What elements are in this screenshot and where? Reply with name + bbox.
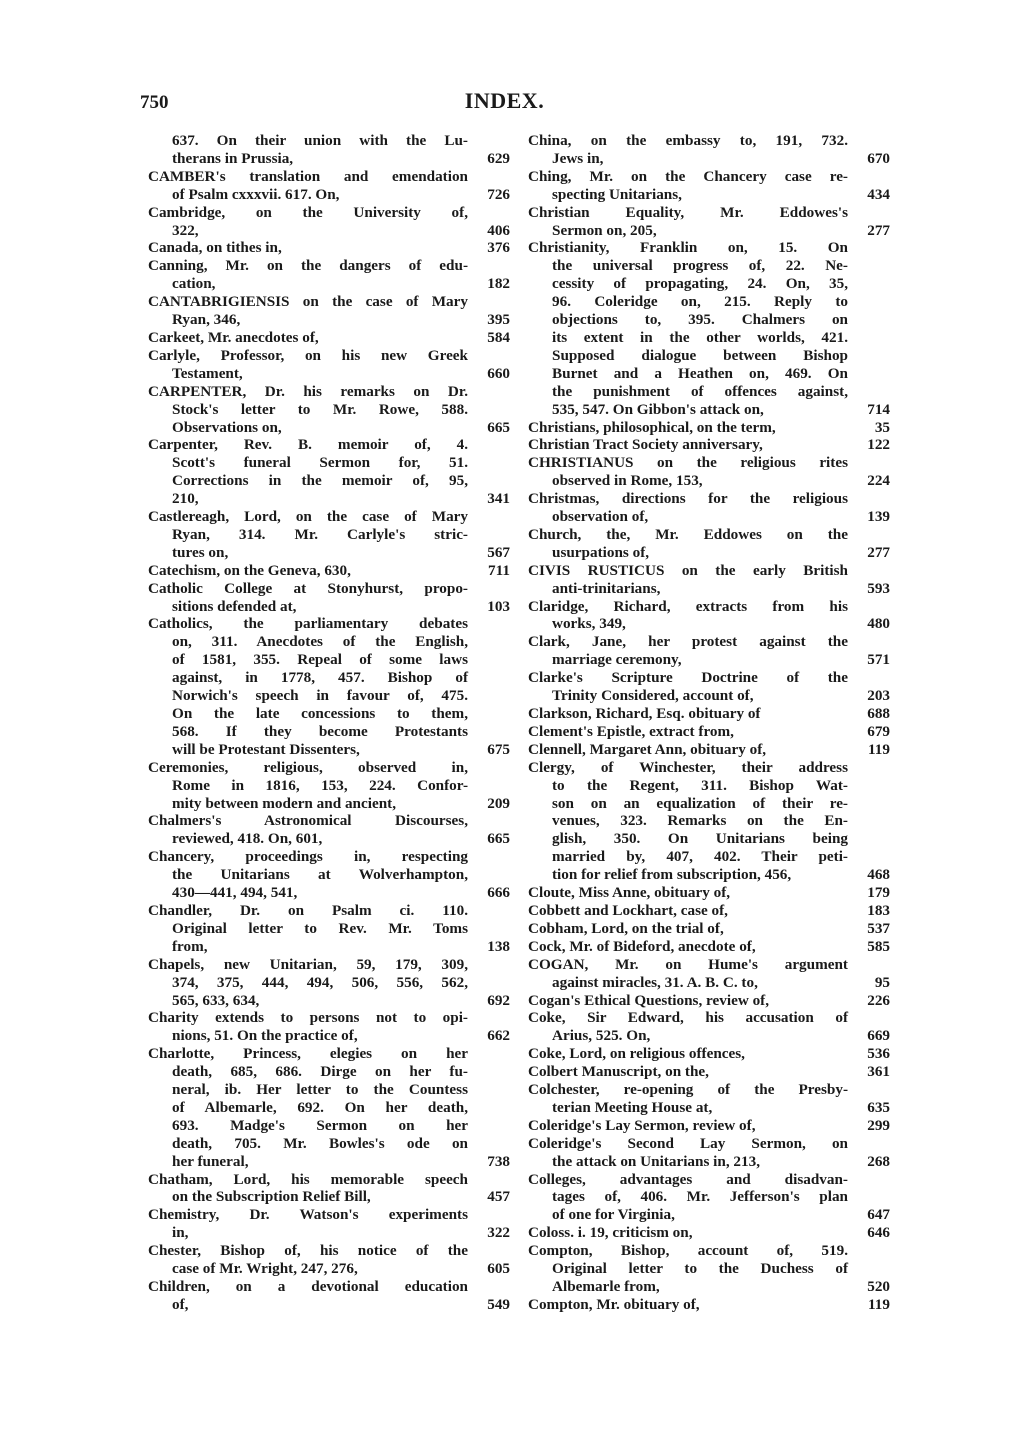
index-entry <box>148 347 510 383</box>
index-entry <box>528 1063 890 1081</box>
index-entry <box>528 526 890 562</box>
index-entry-line: the universal progress of, 22. Ne- <box>552 257 848 275</box>
index-entry-heading: 637. On their union with the Lu- <box>172 132 468 149</box>
index-entry-heading: Clarke's Scripture Doctrine of the <box>528 669 848 687</box>
index-entry-heading: Clarkson, Richard, Esq. obituary of <box>528 705 761 722</box>
index-entry <box>528 419 890 437</box>
index-entry <box>148 562 510 580</box>
index-entry <box>148 848 510 902</box>
index-page-reference: 584 <box>487 328 510 346</box>
index-entry-heading: Clergy, of Winchester, their address <box>528 758 848 776</box>
index-entry-line: son on an equalization of their re- <box>552 794 848 812</box>
index-entry <box>528 598 890 634</box>
index-entry-line: the punishment of offences against, <box>552 382 848 400</box>
index-page-reference: 139 <box>867 508 890 526</box>
index-entry-line: specting Unitarians, <box>552 185 682 203</box>
index-entry-line: anti-trinitarians, <box>552 579 661 597</box>
index-entry-heading: CARPENTER, Dr. his remarks on Dr. <box>148 382 468 400</box>
index-page-reference: 669 <box>867 1027 890 1045</box>
index-entry-heading: Canning, Mr. on the dangers of edu- <box>148 257 468 275</box>
index-page-reference: 605 <box>487 1260 510 1278</box>
index-entry-line: of Albemarle, 692. On her death, <box>172 1098 468 1116</box>
index-page-reference: 122 <box>867 436 890 454</box>
index-entry <box>528 239 890 418</box>
index-entry-heading: Chester, Bishop of, his notice of the <box>148 1242 468 1260</box>
index-entry-heading: CHRISTIANUS on the religious rites <box>528 454 848 472</box>
index-entry <box>528 1135 890 1171</box>
index-entry-heading: Clark, Jane, her protest against the <box>528 633 848 651</box>
index-entry-line: objections to, 395. Chalmers on <box>552 311 848 329</box>
index-entry-heading: Carkeet, Mr. anecdotes of, <box>148 328 319 346</box>
index-entry-line: mity between modern and ancient, <box>172 794 397 812</box>
index-page-reference: 480 <box>867 615 890 633</box>
index-page-reference: 585 <box>867 937 890 955</box>
index-entry <box>148 1045 510 1170</box>
index-page-reference: 183 <box>867 901 890 919</box>
index-entry-line: 322, <box>172 221 199 239</box>
index-page-reference: 119 <box>868 740 890 758</box>
index-entry-line: usurpations of, <box>552 543 650 561</box>
index-page-reference: 341 <box>487 490 510 508</box>
index-entry-line: on, 311. Anecdotes of the English, <box>172 633 468 651</box>
index-entry-line: Original letter to Rev. Mr. Toms <box>172 919 468 937</box>
index-entry-line: observation of, <box>552 508 649 526</box>
index-entry-line: against miracles, 31. A. B. C. to, <box>552 973 758 991</box>
index-entry <box>148 902 510 956</box>
index-entry-heading: Chemistry, Dr. Watson's experiments <box>148 1206 468 1224</box>
index-entry-heading: Church, the, Mr. Eddowes on the <box>528 525 848 543</box>
index-entry <box>148 1206 510 1242</box>
index-page-reference: 182 <box>487 275 510 293</box>
index-entry-line: married by, 407, 402. Their peti- <box>552 848 848 866</box>
index-entry-line: neral, ib. Her letter to the Countess <box>172 1081 468 1099</box>
index-page-reference: 688 <box>867 705 890 722</box>
index-entry <box>148 1242 510 1278</box>
index-entry <box>528 132 890 168</box>
index-entry-line: Sermon on, 205, <box>552 221 657 239</box>
index-entry <box>148 383 510 437</box>
index-entry-line: 210, <box>172 490 199 508</box>
index-entry <box>528 1296 890 1314</box>
index-entry-heading: Clement's Epistle, extract from, <box>528 722 734 740</box>
index-entry-line: case of Mr. Wright, 247, 276, <box>172 1260 358 1278</box>
index-page-reference: 714 <box>867 400 890 418</box>
index-entry-line: of 1581, 355. Repeal of some laws <box>172 651 468 669</box>
index-entry-heading: Ceremonies, religious, observed in, <box>148 758 468 776</box>
index-page-reference: 35 <box>874 418 890 436</box>
index-page-reference: 567 <box>487 543 510 561</box>
index-page-reference: 679 <box>867 722 890 740</box>
index-entry <box>528 1045 890 1063</box>
index-page-reference: 203 <box>867 687 890 705</box>
index-entry-line: tion for relief from subscription, 456, <box>552 866 792 884</box>
index-entry <box>528 1224 890 1242</box>
index-entry <box>528 490 890 526</box>
index-entry-line: glish, 350. On Unitarians being <box>552 830 848 848</box>
index-entry-line: Rome in 1816, 153, 224. Confor- <box>172 776 468 794</box>
index-entry-heading: CIVIS RUSTICUS on the early British <box>528 561 848 579</box>
index-entry-heading: CANTABRIGIENSIS on the case of Mary <box>148 293 468 311</box>
index-entry <box>148 204 510 240</box>
index-page-reference: 726 <box>487 185 510 203</box>
index-entry-line: in, <box>172 1224 189 1242</box>
index-column-right <box>528 132 890 1314</box>
index-entry-line: from, <box>172 937 208 955</box>
index-entry <box>148 257 510 293</box>
index-page-reference: 95 <box>874 973 890 991</box>
index-entry-heading: Coke, Sir Edward, his accusation of <box>528 1009 848 1027</box>
index-entry <box>528 759 890 884</box>
index-entry-heading: Cock, Mr. of Bideford, anecdote of, <box>528 937 756 955</box>
index-page-reference: 537 <box>867 919 890 937</box>
index-entry <box>528 454 890 490</box>
running-head: INDEX. <box>464 88 545 113</box>
index-entry-heading: Compton, Bishop, account of, 519. <box>528 1242 848 1260</box>
index-entry-heading: Coke, Lord, on religious offences, <box>528 1045 745 1063</box>
index-entry-line: terian Meeting House at, <box>552 1098 713 1116</box>
index-page-reference: 549 <box>487 1295 510 1313</box>
index-entry-line: its extent in the other worlds, 421. <box>552 328 848 346</box>
index-entry-line: her funeral, <box>172 1152 249 1170</box>
index-entry-line: the attack on Unitarians in, 213, <box>552 1152 760 1170</box>
index-entry-line: Jews in, <box>552 149 604 167</box>
index-entry-heading: Charity extends to persons not to opi- <box>148 1009 468 1027</box>
index-entry <box>148 580 510 616</box>
index-entry-line: cation, <box>172 275 216 293</box>
index-entry-line: 568. If they become Protestants <box>172 722 468 740</box>
index-entry-line: cessity of propagating, 24. On, 35, <box>552 275 848 293</box>
index-entry-line: Corrections in the memoir of, 95, <box>172 472 468 490</box>
index-entry-heading: Christian Equality, Mr. Eddowes's <box>528 203 848 221</box>
index-entry-line: Trinity Considered, account of, <box>552 687 754 705</box>
index-entry <box>148 168 510 204</box>
index-entry <box>528 902 890 920</box>
index-entry-heading: COGAN, Mr. on Hume's argument <box>528 955 848 973</box>
index-page-reference: 635 <box>867 1098 890 1116</box>
index-entry-line: Scott's funeral Sermon for, 51. <box>172 454 468 472</box>
index-page-reference: 571 <box>867 651 890 669</box>
index-page-reference: 536 <box>867 1045 890 1063</box>
index-entry-heading: Chalmers's Astronomical Discourses, <box>148 812 468 830</box>
index-entry-line: 96. Coleridge on, 215. Reply to <box>552 293 848 311</box>
index-entry <box>148 812 510 848</box>
index-page-reference: 406 <box>487 221 510 239</box>
index-page-reference: 361 <box>867 1063 890 1081</box>
index-entry-heading: Cogan's Ethical Questions, review of, <box>528 991 770 1009</box>
index-entry-line: Norwich's speech in favour of, 475. <box>172 687 468 705</box>
index-entry-line: venues, 323. Remarks on the En- <box>552 812 848 830</box>
index-entry <box>528 723 890 741</box>
index-entry-line: Burnet and a Heathen on, 469. On <box>552 364 848 382</box>
index-column-left <box>148 132 510 1314</box>
index-entry-heading: China, on the embassy to, 191, 732. <box>528 132 848 149</box>
index-entry-heading: Colchester, re-opening of the Presby- <box>528 1081 848 1099</box>
index-page-reference: 299 <box>867 1116 890 1134</box>
index-entry <box>528 956 890 992</box>
index-entry <box>148 436 510 508</box>
index-page-reference: 268 <box>867 1152 890 1170</box>
index-page-reference: 666 <box>487 884 510 902</box>
index-entry-line: 430—441, 494, 541, <box>172 884 298 902</box>
index-entry-line: against, in 1778, 457. Bishop of <box>172 669 468 687</box>
index-entry <box>148 329 510 347</box>
index-entry-heading: Cloute, Miss Anne, obituary of, <box>528 884 731 902</box>
index-page-reference: 395 <box>487 311 510 329</box>
index-entry-heading: Castlereagh, Lord, on the case of Mary <box>148 508 468 526</box>
index-entry-heading: Coloss. i. 19, criticism on, <box>528 1224 693 1242</box>
index-entry-heading: Compton, Mr. obituary of, <box>528 1295 700 1313</box>
index-page-reference: 376 <box>487 239 510 257</box>
index-entry-line: therans in Prussia, <box>172 149 294 167</box>
index-entry-heading: Clennell, Margaret Ann, obituary of, <box>528 740 767 758</box>
index-entry <box>148 759 510 813</box>
index-page-reference: 670 <box>867 149 890 167</box>
index-entry <box>528 1009 890 1045</box>
index-entry-line: Ryan, 346, <box>172 311 241 329</box>
index-entry-line: death, 685, 686. Dirge on her fu- <box>172 1063 468 1081</box>
index-entry-line: sitions defended at, <box>172 597 297 615</box>
index-entry-line: Testament, <box>172 364 243 382</box>
index-entry-line: nions, 51. On the practice of, <box>172 1027 358 1045</box>
index-page-reference: 692 <box>487 991 510 1009</box>
index-entry-line: works, 349, <box>552 615 626 633</box>
index-entry-heading: Chandler, Dr. on Psalm ci. 110. <box>148 901 468 919</box>
index-entry <box>148 956 510 1010</box>
index-entry <box>148 615 510 758</box>
index-entry <box>528 705 890 723</box>
index-entry-heading: CAMBER's translation and emendation <box>148 167 468 185</box>
index-entry-heading: Christianity, Franklin on, 15. On <box>528 239 848 257</box>
index-entry-line: 565, 633, 634, <box>172 991 260 1009</box>
index-entry-line: Observations on, <box>172 418 282 436</box>
index-page-reference: 322 <box>487 1224 510 1242</box>
index-entry-heading: Chatham, Lord, his memorable speech <box>148 1170 468 1188</box>
index-entry-heading: Children, on a devotional education <box>148 1278 468 1295</box>
page-number: 750 <box>140 92 169 113</box>
index-entry-line: reviewed, 418. On, 601, <box>172 830 323 848</box>
index-entry-line: observed in Rome, 153, <box>552 472 703 490</box>
index-entry-line: Original letter to the Duchess of <box>552 1260 848 1278</box>
index-entry-heading: Claridge, Richard, extracts from his <box>528 597 848 615</box>
index-entry-line: marriage ceremony, <box>552 651 682 669</box>
index-page-reference: 593 <box>867 579 890 597</box>
index-page-reference: 660 <box>487 364 510 382</box>
index-entry-line: Arius, 525. On, <box>552 1027 651 1045</box>
index-entry <box>528 633 890 669</box>
index-page-reference: 179 <box>867 884 890 902</box>
index-entry <box>528 1171 890 1225</box>
index-page-reference: 629 <box>487 149 510 167</box>
index-entry-heading: Colleges, advantages and disadvan- <box>528 1170 848 1188</box>
index-page-reference: 468 <box>867 866 890 884</box>
index-entry-heading: Chancery, proceedings in, respecting <box>148 848 468 866</box>
index-entry-line: of one for Virginia, <box>552 1206 675 1224</box>
index-page-reference: 665 <box>487 830 510 848</box>
index-entry <box>148 239 510 257</box>
index-entry-heading: Charlotte, Princess, elegies on her <box>148 1045 468 1063</box>
index-entry <box>528 920 890 938</box>
index-entry-heading: Christians, philosophical, on the term, <box>528 418 776 436</box>
index-entry-heading: Cambridge, on the University of, <box>148 203 468 221</box>
index-entry-heading: Cobbett and Lockhart, case of, <box>528 901 728 919</box>
index-entry-heading: Catholic College at Stonyhurst, propo- <box>148 579 468 597</box>
index-entry <box>148 1278 510 1314</box>
index-entry <box>528 1242 890 1296</box>
index-entry-line: 693. Madge's Sermon on her <box>172 1116 468 1134</box>
index-page-reference: 520 <box>867 1278 890 1295</box>
index-page-reference: 224 <box>867 472 890 490</box>
index-entry-heading: Cobham, Lord, on the trial of, <box>528 919 724 937</box>
index-entry-heading: Carpenter, Rev. B. memoir of, 4. <box>148 436 468 454</box>
index-entry <box>528 562 890 598</box>
index-page-reference: 646 <box>867 1224 890 1242</box>
index-entry-heading: Catechism, on the Geneva, 630, <box>148 561 351 579</box>
index-entry <box>528 204 890 240</box>
index-entry-heading: Carlyle, Professor, on his new Greek <box>148 346 468 364</box>
index-entry-line: 374, 375, 444, 494, 506, 556, 562, <box>172 973 468 991</box>
index-entry <box>148 1009 510 1045</box>
index-page-reference: 138 <box>487 937 510 955</box>
index-page-reference: 277 <box>867 221 890 239</box>
index-page-reference: 434 <box>867 185 890 203</box>
index-entry-line: tures on, <box>172 543 229 561</box>
index-entry-heading: Coleridge's Lay Sermon, review of, <box>528 1116 756 1134</box>
index-entry-line: Stock's letter to Mr. Rowe, 588. <box>172 400 468 418</box>
index-entry-line: Albemarle from, <box>552 1278 660 1295</box>
index-entry-line: On the late concessions to them, <box>172 705 468 722</box>
index-entry-heading: Christmas, directions for the religious <box>528 490 848 508</box>
index-entry <box>528 992 890 1010</box>
index-entry <box>528 938 890 956</box>
index-entry-line: will be Protestant Dissenters, <box>172 740 360 758</box>
index-entry <box>528 669 890 705</box>
index-entry-heading: Christian Tract Society anniversary, <box>528 436 763 454</box>
index-entry-line: death, 705. Mr. Bowles's ode on <box>172 1134 468 1152</box>
index-entry <box>528 168 890 204</box>
index-entry-line: Ryan, 314. Mr. Carlyle's stric- <box>172 525 468 543</box>
index-entry-heading: Catholics, the parliamentary debates <box>148 615 468 633</box>
index-page-reference: 226 <box>867 991 890 1009</box>
index-entry <box>148 132 510 168</box>
index-entry <box>528 1117 890 1135</box>
index-page-reference: 119 <box>868 1295 890 1313</box>
index-entry-heading: Canada, on tithes in, <box>148 239 282 257</box>
index-page-reference: 457 <box>487 1188 510 1206</box>
index-entry <box>528 741 890 759</box>
index-entry-line: tages of, 406. Mr. Jefferson's plan <box>552 1188 848 1206</box>
index-entry-line: on the Subscription Relief Bill, <box>172 1188 371 1206</box>
index-page-reference: 209 <box>487 794 510 812</box>
index-entry-line: 535, 547. On Gibbon's attack on, <box>552 400 764 418</box>
index-entry-line: of Psalm cxxxvii. 617. On, <box>172 185 340 203</box>
index-entry-heading: Colbert Manuscript, on the, <box>528 1063 709 1081</box>
index-entry-heading: Ching, Mr. on the Chancery case re- <box>528 167 848 185</box>
index-entry-heading: Chapels, new Unitarian, 59, 179, 309, <box>148 955 468 973</box>
index-entry <box>528 1081 890 1117</box>
index-page-reference: 647 <box>867 1206 890 1224</box>
index-entry-line: to the Regent, 311. Bishop Wat- <box>552 776 848 794</box>
index-page-reference: 711 <box>488 561 510 579</box>
index-entry <box>528 436 890 454</box>
index-entry <box>528 884 890 902</box>
index-entry <box>148 1171 510 1207</box>
index-page-reference: 675 <box>487 740 510 758</box>
index-page-reference: 662 <box>487 1027 510 1045</box>
index-page-reference: 738 <box>487 1152 510 1170</box>
index-entry-heading: Coleridge's Second Lay Sermon, on <box>528 1134 848 1152</box>
index-entry-line: Supposed dialogue between Bishop <box>552 346 848 364</box>
index-entry-line: of, <box>172 1295 189 1313</box>
index-page-reference: 277 <box>867 543 890 561</box>
index-page-reference: 665 <box>487 418 510 436</box>
index-entry <box>148 293 510 329</box>
index-page-reference: 103 <box>487 597 510 615</box>
index-entry-line: the Unitarians at Wolverhampton, <box>172 866 468 884</box>
index-entry <box>148 508 510 562</box>
